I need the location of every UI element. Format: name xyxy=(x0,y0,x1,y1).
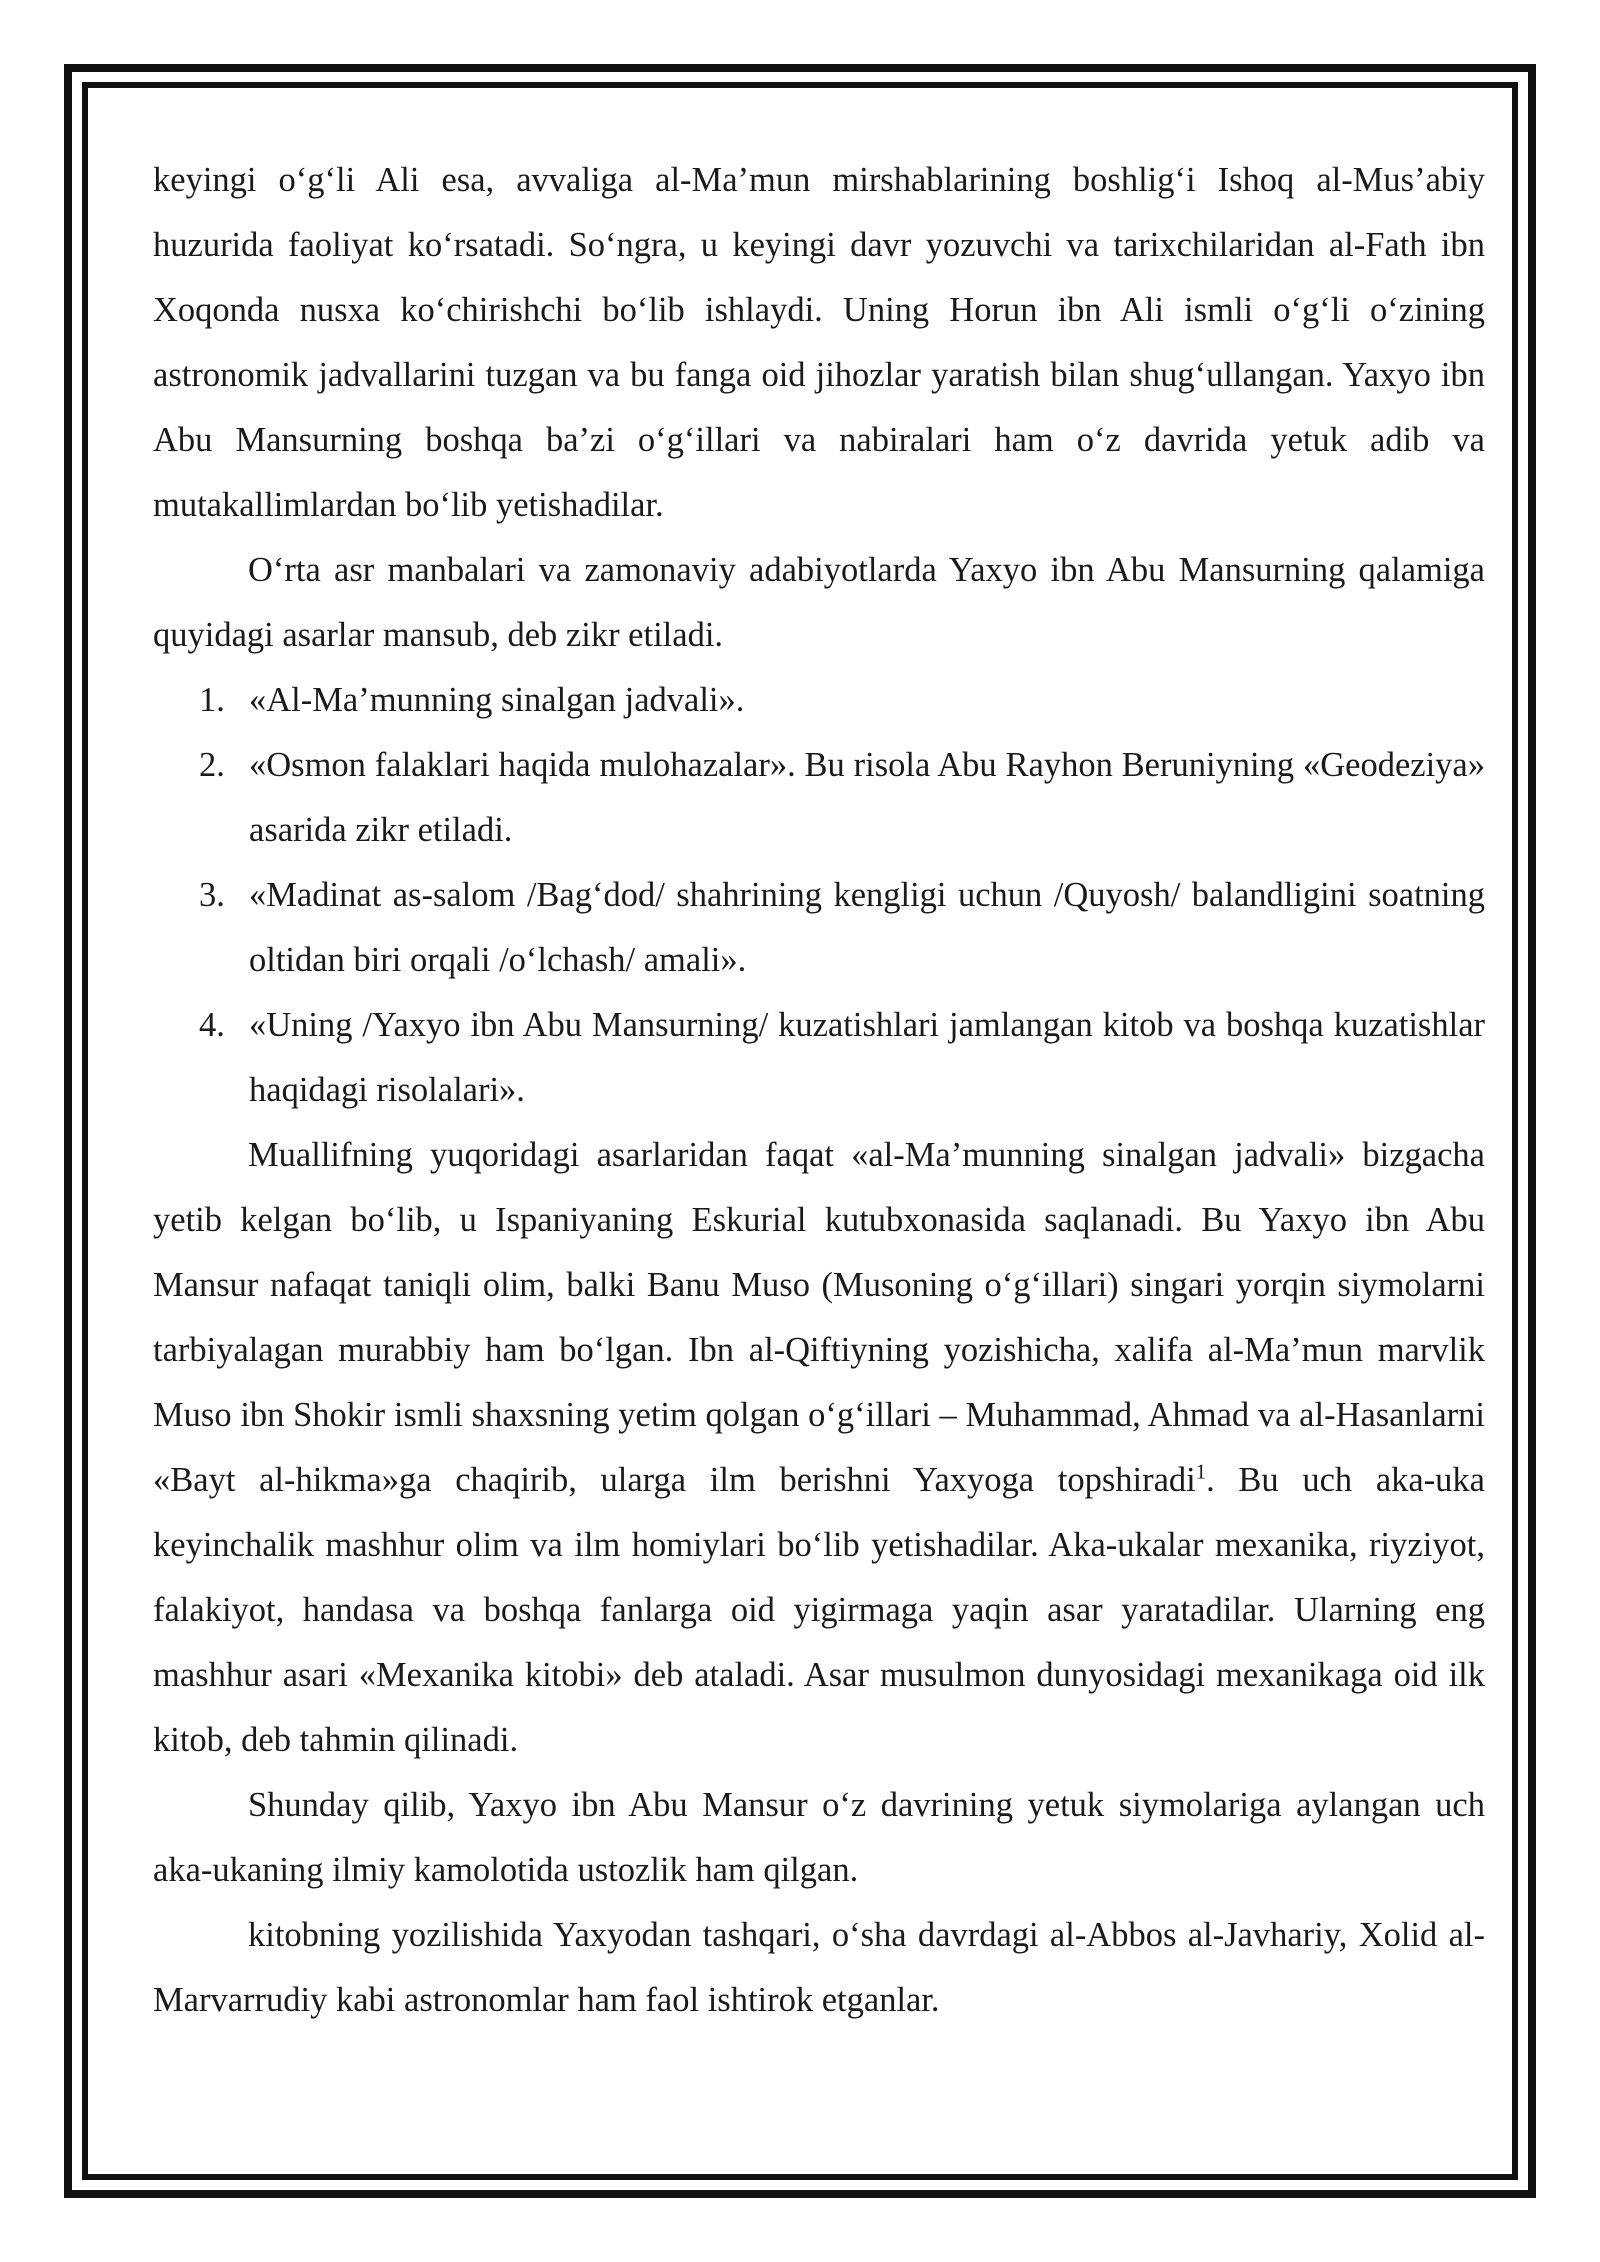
list-item-number: 4. xyxy=(199,1006,225,1044)
paragraph-1: keyingi o‘g‘li Ali esa, avvaliga al-Ma’mun mirshablarining boshlig‘i Ishoq al-Mus’abiy huzurida faoliyat ko‘rsatadi. So‘ngra, u keyingi davr yozuvchi va tarixchilaridan al-Fath ibn Xoqonda nusxa ko‘chirishchi bo‘lib ishlaydi. Uning Horun ibn Ali ismli o‘g‘li o‘zining astronomik jadvallarini tuzgan va bu fanga oid jihozlar yaratish bilan shug‘ullangan. Yaxyo ibn Abu Mansurning boshqa ba’zi o‘g‘illari va nabiralari ham o‘z davrida yetuk adib va mutakallimlardan bo‘lib yetishadilar. xyxy=(153,161,1485,524)
paragraph-2: O‘rta asr manbalari va zamonaviy adabiyotlarda Yaxyo ibn Abu Mansurning qalamiga quyidagi asarlar mansub, deb zikr etiladi. xyxy=(153,551,1485,654)
list-item-number: 1. xyxy=(199,681,225,719)
list-item-text: «Al-Ma’munning sinalgan jadvali». xyxy=(249,681,745,719)
list-item-number: 3. xyxy=(199,876,225,914)
paragraph-5: kitobning yozilishida Yaxyodan tashqari, o‘sha davrdagi al-Abbos al-Javhariy, Xolid al-Marvarrudiy kabi astronomlar ham faol ishtirok etganlar. xyxy=(153,1916,1485,2019)
list-item xyxy=(199,668,1485,733)
works-list xyxy=(153,668,1485,1123)
list-item xyxy=(199,863,1485,993)
paragraph-3-text-before-note: Muallifning yuqoridagi asarlaridan faqat «al-Ma’munning sinalgan jadvali» bizgacha yetib kelgan bo‘lib, u Ispaniyaning Eskurial kutubxonasida saqlanadi. Bu Yaxyo ibn Abu Mansur nafaqat taniqli olim, balki Banu Muso (Musoning o‘g‘illari) singari yorqin siymolarni tarbiyalagan murabbiy ham bo‘lgan. Ibn al-Qiftiyning yozishicha, xalifa al-Ma’mun marvlik Muso ibn Shokir ismli shaxsning yetim qolgan o‘g‘illari – Muhammad, Ahmad va al-Hasanlarni «Bayt al-hikma»ga chaqirib, ularga ilm berishni Yaxyoga topshiradi xyxy=(153,1136,1485,1499)
list-item xyxy=(199,733,1485,863)
paragraph-3-text-after-note: . Bu uch aka-uka keyinchalik mashhur olim va ilm homiylari bo‘lib yetishadilar. Aka-ukalar mexanika, riyziyot, falakiyot, handasa va boshqa fanlarga oid yigirmaga yaqin asar yaratadilar. Ularning eng mashhur asari «Mexanika kitobi» deb ataladi. Asar musulmon dunyosidagi mexanikaga oid ilk kitob, deb tahmin qilinadi. xyxy=(153,1461,1485,1759)
footnote-mark[interactable]: 1 xyxy=(1195,1461,1207,1484)
list-item-text: «Madinat as-salom /Bag‘dod/ shahrining kengligi uchun /Quyosh/ balandligini soatning oltidan biri orqali /o‘lchash/ amali». xyxy=(249,876,1485,979)
page-body xyxy=(153,148,1485,2033)
list-item-text: «Uning /Yaxyo ibn Abu Mansurning/ kuzatishlari jamlangan kitob va boshqa kuzatishlar haqidagi risolalari». xyxy=(249,1006,1485,1109)
paragraph-3 xyxy=(153,1123,1485,1773)
paragraph-4: Shunday qilib, Yaxyo ibn Abu Mansur o‘z davrining yetuk siymolariga aylangan uch aka-ukaning ilmiy kamolotida ustozlik ham qilgan. xyxy=(153,1786,1485,1889)
list-item-number: 2. xyxy=(199,746,225,784)
list-item xyxy=(199,993,1485,1123)
list-item-text: «Osmon falaklari haqida mulohazalar». Bu risola Abu Rayhon Beruniyning «Geodeziya» asarida zikr etiladi. xyxy=(249,746,1485,849)
